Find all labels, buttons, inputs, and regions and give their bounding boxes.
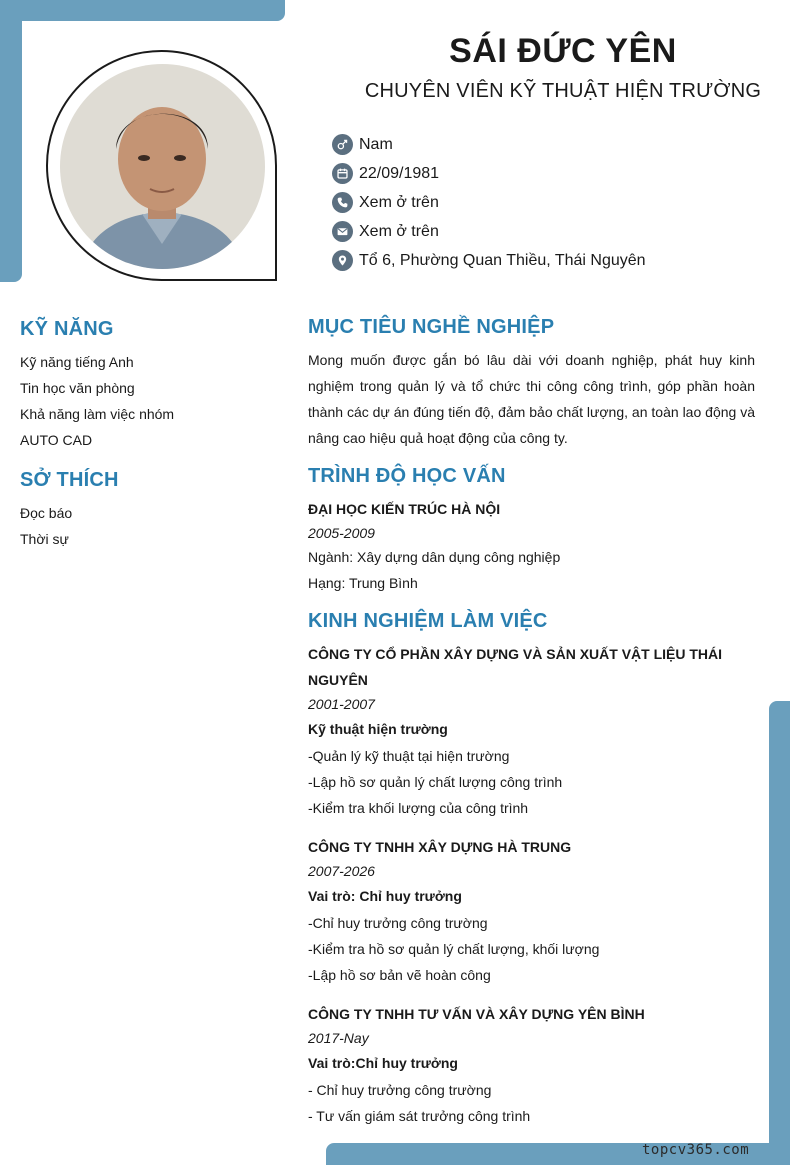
decor-right-bar bbox=[769, 701, 790, 1165]
job-duty: -Chỉ huy trưởng công trường bbox=[308, 915, 488, 931]
job-period: 2007-2026 bbox=[308, 863, 375, 879]
education-rank: Hạng: Trung Bình bbox=[308, 575, 418, 591]
calendar-icon bbox=[332, 163, 353, 184]
contact-gender bbox=[332, 130, 646, 159]
skill-item: Tin học văn phòng bbox=[20, 380, 135, 396]
email-text: Xem ở trên bbox=[359, 222, 439, 240]
job-duty: - Chỉ huy trưởng công trường bbox=[308, 1082, 492, 1098]
birthday-text: 22/09/1981 bbox=[359, 164, 440, 182]
objective-section bbox=[308, 316, 755, 451]
contact-birthday bbox=[332, 159, 646, 188]
job-duty: -Kiểm tra hồ sơ quản lý chất lượng, khối lượng bbox=[308, 941, 600, 957]
mail-icon bbox=[332, 221, 353, 242]
phone-text: Xem ở trên bbox=[359, 193, 439, 211]
main-content bbox=[308, 316, 755, 1143]
job-entry bbox=[308, 834, 755, 988]
education-section bbox=[308, 465, 755, 596]
gender-icon bbox=[332, 134, 353, 155]
job-duty: -Lập hồ sơ quản lý chất lượng công trình bbox=[308, 774, 563, 790]
job-role: Vai trò:Chỉ huy trưởng bbox=[308, 1055, 458, 1071]
education-title: TRÌNH ĐỘ HỌC VẤN bbox=[308, 465, 506, 487]
decor-top-bar bbox=[0, 0, 285, 21]
job-entry bbox=[308, 1001, 755, 1129]
contact-list bbox=[332, 130, 646, 275]
sidebar bbox=[20, 318, 280, 568]
objective-text: Mong muốn được gắn bó lâu dài với doanh nghiệp, phát huy kinh nghiệm trong quản lý và tổ chức thi công công trình, góp phần hoàn thành các dự án đúng tiến độ, đảm bảo chất lượng, an toàn lao động và nâng cao hiệu quả hoạt động của công ty. bbox=[308, 352, 755, 446]
location-icon bbox=[332, 250, 353, 271]
candidate-name: SÁI ĐỨC YÊN bbox=[449, 32, 677, 70]
avatar-frame bbox=[46, 50, 277, 281]
job-duty: -Quản lý kỹ thuật tại hiện trường bbox=[308, 748, 510, 764]
skills-section bbox=[20, 318, 280, 453]
interest-item: Đọc báo bbox=[20, 505, 73, 521]
contact-email bbox=[332, 217, 646, 246]
school-name: ĐẠI HỌC KIẾN TRÚC HÀ NỘI bbox=[308, 501, 501, 517]
objective-title: MỤC TIÊU NGHỀ NGHIỆP bbox=[308, 316, 555, 338]
gender-text: Nam bbox=[359, 135, 393, 153]
experience-section bbox=[308, 610, 755, 1129]
job-company: CÔNG TY CỔ PHẦN XÂY DỰNG VÀ SẢN XUẤT VẬT LIỆU THÁI NGUYÊN bbox=[308, 646, 723, 688]
job-company: CÔNG TY TNHH TƯ VẤN VÀ XÂY DỰNG YÊN BÌNH bbox=[308, 1006, 645, 1022]
contact-address bbox=[332, 246, 646, 275]
interests-title: SỞ THÍCH bbox=[20, 469, 119, 491]
watermark: topcv365.com bbox=[642, 1142, 750, 1158]
skill-item: Kỹ năng tiếng Anh bbox=[20, 354, 134, 370]
job-duty: -Kiểm tra khối lượng của công trình bbox=[308, 800, 529, 816]
contact-phone bbox=[332, 188, 646, 217]
job-period: 2017-Nay bbox=[308, 1030, 369, 1046]
skill-item: Khả năng làm việc nhóm bbox=[20, 406, 175, 422]
address-text: Tổ 6, Phường Quan Thiều, Thái Nguyên bbox=[359, 251, 646, 269]
avatar bbox=[60, 64, 265, 269]
job-entry bbox=[308, 641, 755, 821]
interest-item: Thời sự bbox=[20, 531, 69, 547]
education-period: 2005-2009 bbox=[308, 525, 375, 541]
experience-title: KINH NGHIỆM LÀM VIỆC bbox=[308, 610, 548, 632]
job-role: Kỹ thuật hiện trường bbox=[308, 721, 448, 737]
interests-section bbox=[20, 469, 280, 552]
candidate-headline: CHUYÊN VIÊN KỸ THUẬT HIỆN TRƯỜNG bbox=[364, 80, 762, 102]
skill-item: AUTO CAD bbox=[20, 432, 93, 448]
job-period: 2001-2007 bbox=[308, 696, 375, 712]
education-major: Ngành: Xây dựng dân dụng công nghiệp bbox=[308, 549, 561, 565]
job-duty: - Tư vấn giám sát trưởng công trình bbox=[308, 1108, 531, 1124]
skills-title: KỸ NĂNG bbox=[20, 318, 114, 340]
job-role: Vai trò: Chỉ huy trưởng bbox=[308, 888, 462, 904]
job-company: CÔNG TY TNHH XÂY DỰNG HÀ TRUNG bbox=[308, 839, 572, 855]
job-duty: -Lập hồ sơ bản vẽ hoàn công bbox=[308, 967, 491, 983]
decor-left-bar bbox=[0, 0, 22, 282]
phone-icon bbox=[332, 192, 353, 213]
